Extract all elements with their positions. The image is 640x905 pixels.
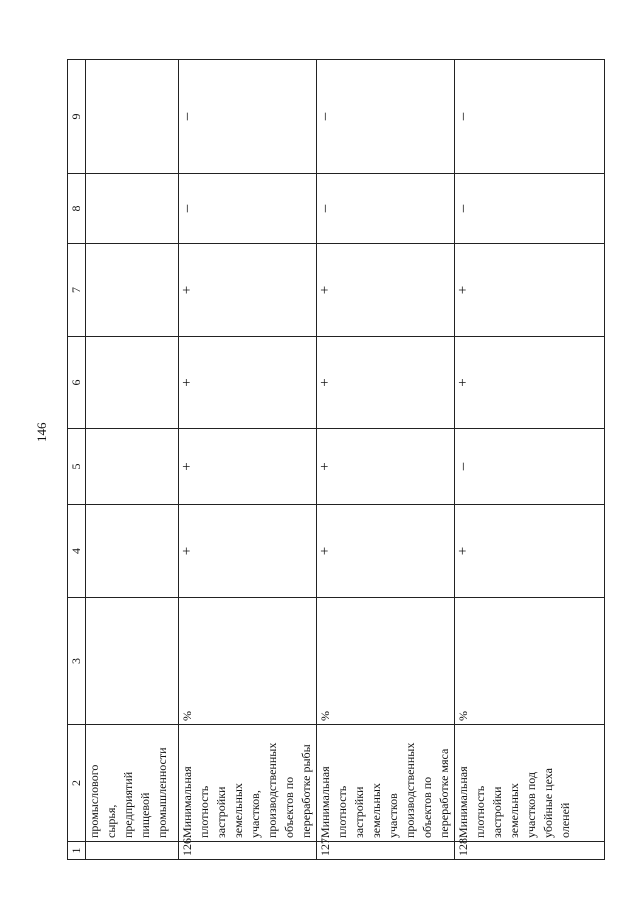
mark-cell: + <box>317 505 455 598</box>
mark-cell: – <box>317 174 455 244</box>
unit-cell: % <box>455 598 605 725</box>
header-cell: 3 <box>68 598 86 725</box>
unit-cell: % <box>179 598 317 725</box>
mark-cell <box>86 429 179 505</box>
indicator-name-line: оленей <box>558 802 572 838</box>
indicator-name-cell <box>317 725 455 842</box>
mark-cell: + <box>179 429 317 505</box>
indicator-name-line: земельных <box>507 783 521 838</box>
mark-cell: + <box>317 244 455 337</box>
indicator-name-line: Минимальная <box>180 766 194 838</box>
mark-cell: – <box>455 429 605 505</box>
header-cell: 2 <box>68 725 86 842</box>
indicator-name-line: предприятий <box>121 771 135 838</box>
header-cell: 6 <box>68 337 86 429</box>
mark-cell: – <box>179 174 317 244</box>
indicator-name-line: промыслового <box>87 764 101 838</box>
header-cell: 9 <box>68 60 86 174</box>
header-cell: 5 <box>68 429 86 505</box>
mark-cell <box>86 244 179 337</box>
indicator-name-line: застройки <box>490 786 504 838</box>
mark-cell <box>86 60 179 174</box>
indicator-name-cell <box>179 725 317 842</box>
mark-cell: + <box>179 337 317 429</box>
column-number-row <box>68 60 86 860</box>
header-cell: 4 <box>68 505 86 598</box>
table-row <box>86 60 179 860</box>
mark-cell: – <box>455 60 605 174</box>
rotated-table-container <box>67 60 607 860</box>
indicator-name-line: участков под <box>524 772 538 838</box>
indicator-name-cell <box>86 725 179 842</box>
indicator-name-line: убойные цеха <box>541 768 555 838</box>
indicator-name-line: производственных <box>403 742 417 838</box>
table-row <box>455 60 605 860</box>
mark-cell: + <box>179 244 317 337</box>
mark-cell: – <box>455 174 605 244</box>
indicator-name-line: участков <box>386 793 400 838</box>
indicator-name-cell <box>455 725 605 842</box>
header-cell: 8 <box>68 174 86 244</box>
indicator-name-line: пищевой <box>138 792 152 838</box>
indicator-name-line: участков, <box>248 790 262 838</box>
indicator-name-line: плотность <box>197 785 211 838</box>
page-number: 146 <box>34 422 49 442</box>
table-row <box>317 60 455 860</box>
mark-cell: – <box>317 60 455 174</box>
indicator-name-line: переработке мяса <box>437 748 451 838</box>
indicator-name-line: земельных <box>231 783 245 838</box>
mark-cell: + <box>455 337 605 429</box>
mark-cell: – <box>179 60 317 174</box>
indicator-name-line: плотность <box>473 785 487 838</box>
data-table <box>67 59 605 860</box>
mark-cell: + <box>455 505 605 598</box>
indicator-name-line: Минимальная <box>318 766 332 838</box>
unit-cell: % <box>317 598 455 725</box>
mark-cell: + <box>317 429 455 505</box>
indicator-name-line: застройки <box>214 786 228 838</box>
table-row <box>179 60 317 860</box>
indicator-name-line: застройки <box>352 786 366 838</box>
mark-cell <box>86 505 179 598</box>
indicator-name-line: промышленности <box>155 747 169 838</box>
indicator-name-line: Минимальная <box>456 766 470 838</box>
row-number-cell: 126. <box>179 842 317 860</box>
unit-cell <box>86 598 179 725</box>
mark-cell <box>86 337 179 429</box>
indicator-name-line: объектов по <box>420 776 434 838</box>
indicator-name-line: сырья, <box>104 804 118 838</box>
row-number-cell: 127. <box>317 842 455 860</box>
mark-cell <box>86 174 179 244</box>
mark-cell: + <box>179 505 317 598</box>
indicator-name-line: плотность <box>335 785 349 838</box>
row-number-cell <box>86 842 179 860</box>
mark-cell: + <box>455 244 605 337</box>
indicator-name-line: переработке рыбы <box>299 744 313 838</box>
indicator-name-line: объектов по <box>282 776 296 838</box>
indicator-name-line: производственных <box>265 742 279 838</box>
header-cell: 7 <box>68 244 86 337</box>
mark-cell: + <box>317 337 455 429</box>
indicator-name-line: земельных <box>369 783 383 838</box>
header-cell: 1 <box>68 842 86 860</box>
row-number-cell: 128. <box>455 842 605 860</box>
